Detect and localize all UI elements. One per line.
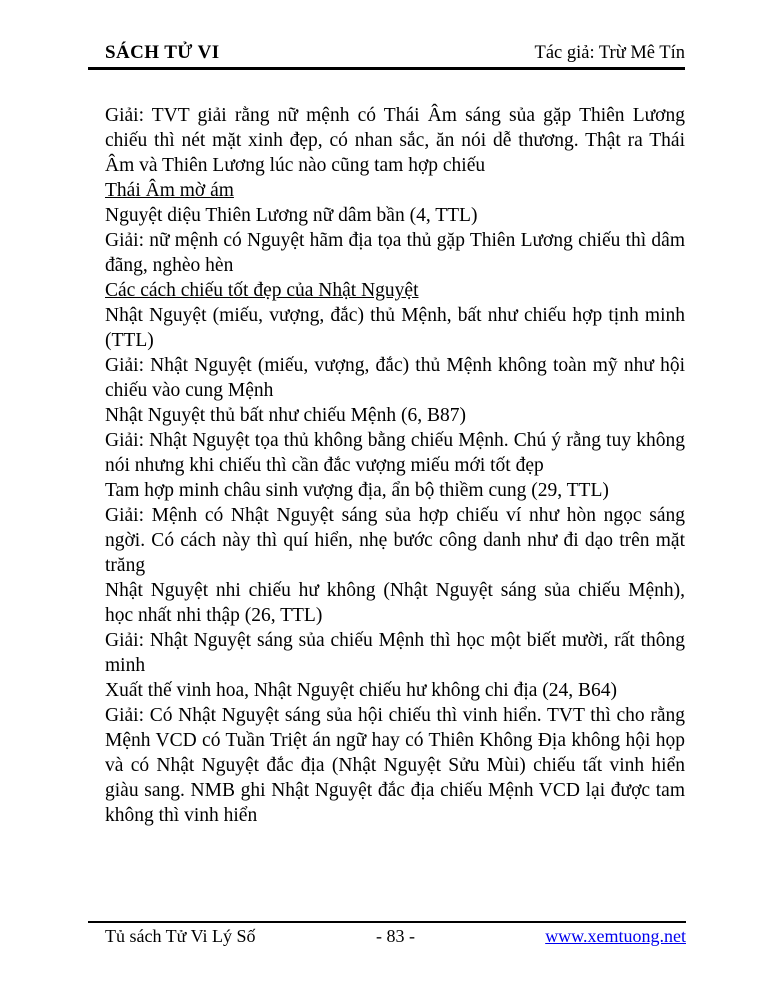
page-footer [88, 921, 686, 947]
footer-row [88, 926, 686, 947]
page-header [88, 0, 685, 70]
footer-series-title: Tủ sách Tử Vi Lý Số [105, 926, 256, 946]
paragraph-nhat-nguyet-mieu-vuong-dac: Nhật Nguyệt (miếu, vượng, đắc) thủ Mệnh, bất như chiếu hợp tịnh minh (TTL) [105, 305, 685, 351]
paragraph-giai-vinh-hien: Giải: Có Nhật Nguyệt sáng sủa hội chiếu thì vinh hiển. TVT thì cho rằng Mệnh VCD có Tuần Triệt án ngữ hay có Thiên Không Địa không hội họp và có Nhật Nguyệt đắc địa (Nhật Nguyệt Sửu Mùi) chiếu tất vinh hiển giàu sang. NMB ghi Nhật Nguyệt đắc địa chiếu Mệnh VCD lại được tam không thì vinh hiển [105, 705, 685, 826]
paragraph-giai-khong-toan-my: Giải: Nhật Nguyệt (miếu, vượng, đắc) thủ Mệnh không toàn mỹ như hội chiếu vào cung Mệnh [105, 355, 685, 401]
paragraph-giai-toa-thu-khong-bang: Giải: Nhật Nguyệt tọa thủ không bằng chiếu Mệnh. Chú ý rằng tuy không nói nhưng khi chiếu thì cần đắc vượng miếu mới tốt đẹp [105, 430, 685, 476]
header-rule [88, 67, 685, 70]
author-credit: Tác giả: Trừ Mê Tín [534, 43, 685, 63]
paragraph-giai-thai-am-sang: Giải: TVT giải rằng nữ mệnh có Thái Âm sáng sủa gặp Thiên Lương chiếu thì nét mặt xinh đẹp, có nhan sắc, ăn nói dễ thương. Thật ra Thái Âm và Thiên Lương lúc nào cũng tam hợp chiếu [105, 105, 685, 176]
paragraph-tam-hop-minh-chau: Tam hợp minh châu sinh vượng địa, ẩn bộ thiềm cung (29, TTL) [105, 480, 609, 501]
paragraph-giai-hoc-mot-biet-muoi: Giải: Nhật Nguyệt sáng sủa chiếu Mệnh thì học một biết mười, rất thông minh [105, 630, 685, 676]
page-content [105, 103, 685, 828]
book-title: SÁCH TỬ VI [105, 42, 220, 63]
paragraph-nhi-chieu-hu-khong: Nhật Nguyệt nhi chiếu hư không (Nhật Nguyệt sáng sủa chiếu Mệnh), học nhất nhi thập (26, TTL) [105, 580, 685, 626]
paragraph-thu-bat-nhu-chieu: Nhật Nguyệt thủ bất như chiếu Mệnh (6, B87) [105, 405, 466, 426]
section-heading-thai-am-mo-am: Thái Âm mờ ám [105, 180, 234, 201]
header-row [88, 0, 685, 67]
paragraph-xuat-the-vinh-hoa: Xuất thế vinh hoa, Nhật Nguyệt chiếu hư không chi địa (24, B64) [105, 680, 618, 701]
paragraph-giai-nguyet-ham-dia: Giải: nữ mệnh có Nguyệt hãm địa tọa thủ gặp Thiên Lương chiếu thì dâm đãng, nghèo hèn [105, 230, 685, 276]
paragraph-giai-hon-ngoc-sang-ngoi: Giải: Mệnh có Nhật Nguyệt sáng sủa hợp chiếu ví như hòn ngọc sáng ngời. Có cách này thì quí hiển, nhẹ bước công danh như đi dạo trên mặt trăng [105, 505, 685, 576]
paragraph-nguyet-dieu: Nguyệt diệu Thiên Lương nữ dâm bần (4, TTL) [105, 205, 478, 226]
website-link[interactable]: www.xemtuong.net [545, 926, 686, 946]
footer-link-wrap [415, 926, 686, 947]
section-heading-cac-cach-chieu: Các cách chiếu tốt đẹp của Nhật Nguyệt [105, 280, 419, 301]
footer-rule [88, 921, 686, 923]
page-number: - 83 - [376, 926, 415, 946]
